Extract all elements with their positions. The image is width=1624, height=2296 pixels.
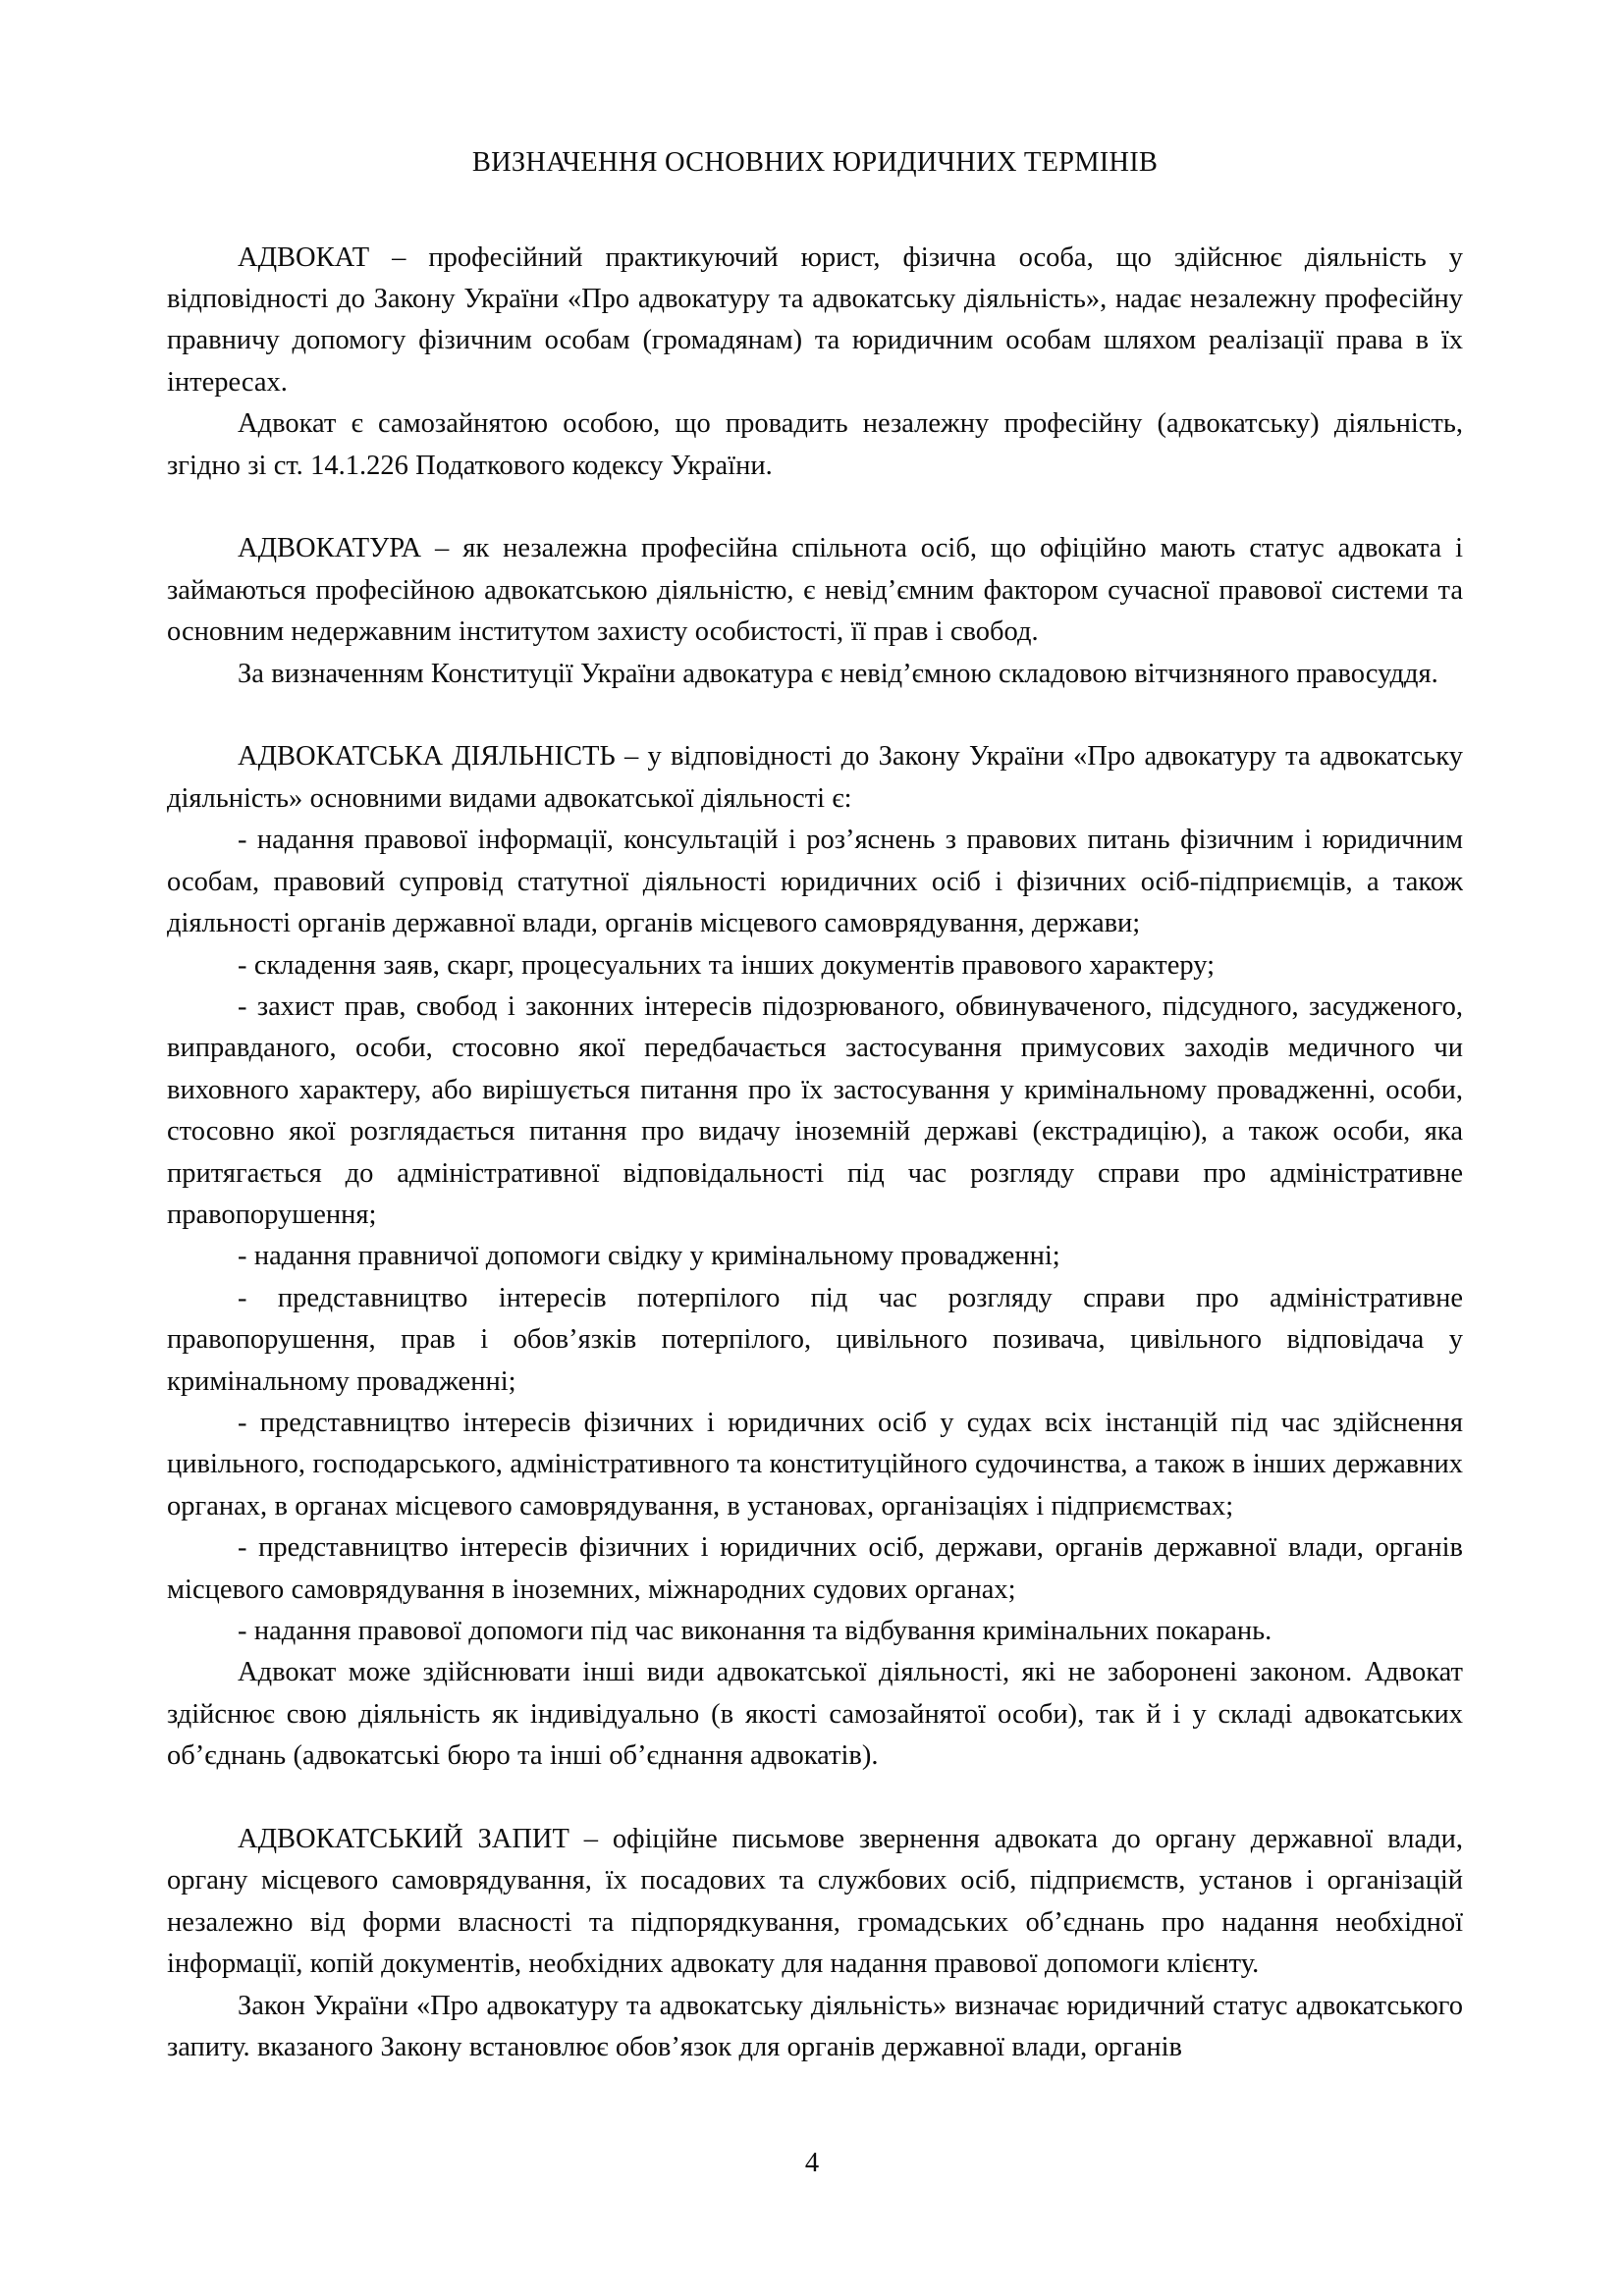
paragraph-other-activities: Адвокат може здійснювати інші види адвокатської діяльності, які не заборонені законом. Адвокат здійснює свою діяльність як індивідуально (в якості самозайнятої особи), так й і у складі адвокатських об’єднань (адвокатські бюро та інші об’єднання адвокатів). [167,1657,1463,1772]
paragraph-advokat-definition: АДВОКАТ – професійний практикуючий юрист, фізична особа, що здійснює діяльність у відповідності до Закону України «Про адвокатуру та адвокатську діяльність», надає незалежну професійну правничу допомогу фізичним особам (громадянам) та юридичним особам шляхом реалізації права в їх інтересах. [167,241,1463,398]
paragraph-advokatska-diyalnist-definition: АДВОКАТСЬКА ДІЯЛЬНІСТЬ – у відповідності до Закону України «Про адвокатуру та адвокатську діяльність» основними видами адвокатської діяльності є: [167,741,1463,814]
paragraph-spacer [167,695,1463,736]
document-body [167,145,1463,2068]
list-item-documents-drafting: - складення заяв, скарг, процесуальних та інших документів правового характеру; [238,949,1216,981]
paragraph-advokatskyi-zapyt-definition: АДВОКАТСЬКИЙ ЗАПИТ – офіційне письмове звернення адвоката до органу державної влади, органу місцевого самоврядування, їх посадових та службових осіб, підприємств, установ і організацій незалежно від форми власності та підпорядкування, громадських об’єднань про надання необхідної інформації, копій документів, необхідних адвокату для надання правової допомоги клієнту. [167,1824,1463,1980]
list-item-defense-of-rights: - захист прав, свобод і законних інтересів підозрюваного, обвинуваченого, підсудного, засудженого, виправданого, особи, стосовно якої передбачається застосування примусових заходів медичного чи виховного характеру, або вирішується питання про їх застосування у кримінальному провадженні, особи, стосовно якої розглядається питання про видачу іноземній державі (екстрадицію), а також особи, яка притягається до адміністративної відповідальності під час розгляду справи про адміністративне правопорушення; [167,990,1463,1230]
page-title: ВИЗНАЧЕННЯ ОСНОВНИХ ЮРИДИЧНИХ ТЕРМІНІВ [471,147,1159,178]
list-item-criminal-penalties-assistance: - надання правової допомоги під час виконання та відбування кримінальних покарань. [238,1616,1272,1646]
paragraph-advokatura-constitution: За визначенням Конституції України адвокатура є невід’ємною складовою вітчизняного правосуддя. [238,658,1438,689]
paragraph-advokatura-definition: АДВОКАТУРА – як незалежна професійна спільнота осіб, що офіційно мають статус адвоката і займаються професійною адвокатською діяльністю, є невід’ємним фактором сучасної правової системи та основним недержавним інститутом захисту особистості, її прав і свобод. [167,533,1463,648]
paragraph-advokatskyi-zapyt-law: Закон України «Про адвокатуру та адвокатську діяльність» визначає юридичний статус адвокатського запиту. вказаного Закону встановлює обов’язок для органів державної влади, органів [167,1990,1463,2063]
list-item-witness-assistance: - надання правничої допомоги свідку у кримінальному провадженні; [238,1241,1060,1272]
list-item-victim-representation: - представництво інтересів потерпілого під час розгляду справи про адміністративне правопорушення, прав і обов’язків потерпілого, цивільного позивача, цивільного відповідача у кримінальному провадженні; [167,1282,1463,1397]
page-number: 4 [804,2148,820,2178]
list-item-legal-information: - надання правової інформації, консультацій і роз’яснень з правових питань фізичним і юридичним особам, правовий супровід статутної діяльності юридичних осіб і фізичних осіб-підприємців, а також діяльності органів державної влади, органів місцевого самоврядування, держави; [167,825,1463,939]
paragraph-advokat-selfemployed: Адвокат є самозайнятою особою, що провадить незалежну професійну (адвокатську) діяльність, згідно зі ст. 14.1.226 Податкового кодексу України. [167,408,1463,481]
paragraph-spacer [167,1778,1463,1819]
paragraph-spacer [167,487,1463,528]
list-item-court-representation: - представництво інтересів фізичних і юридичних осіб у судах всіх інстанцій під час здійснення цивільного, господарського, адміністративного та конституційного судочинства, а також в інших державних органах, в органах місцевого самоврядування, в установах, організаціях і підприємствах; [167,1407,1463,1522]
list-item-international-representation: - представництво інтересів фізичних і юридичних осіб, держави, органів державної влади, органів місцевого самоврядування в іноземних, міжнародних судових органах; [167,1532,1463,1605]
